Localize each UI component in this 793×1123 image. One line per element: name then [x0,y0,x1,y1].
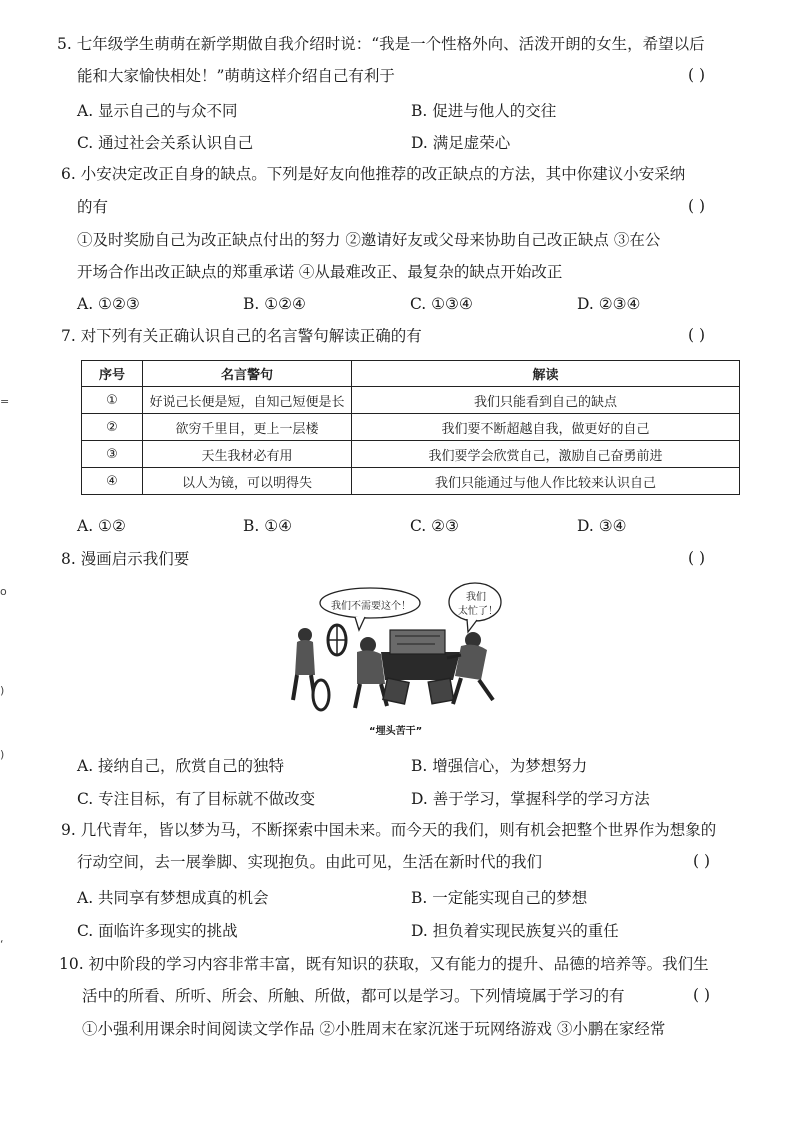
table-header-cell: 序号 [82,361,143,387]
option-a: A. 接纳自己，欣赏自己的独特 [77,757,285,775]
table-cell: 以人为镜，可以明得失 [143,468,352,495]
question-6-items-cont: 开场合作出改正缺点的郑重承诺 ④从最难改正、最复杂的缺点开始改正 [77,263,563,281]
option-b: B. 促进与他人的交往 [411,102,557,120]
option-a: A. ①② [77,517,126,535]
margin-mark: ‘ [0,938,4,951]
quotes-table [81,360,740,495]
option-a: A. 显示自己的与众不同 [77,102,238,120]
speech-bubble-right-line1: 我们 [466,592,486,603]
question-8-stem: 8. 漫画启示我们要 [61,550,190,568]
option-b: B. ①②④ [243,295,306,313]
option-c: C. 面临许多现实的挑战 [77,922,238,940]
option-c: C. ②③ [410,517,459,535]
question-7-stem: 7. 对下列有关正确认识自己的名言警句解读正确的有 [61,327,422,345]
table-header-cell: 名言警句 [143,361,352,387]
option-a: A. ①②③ [77,295,140,313]
option-b: B. ①④ [243,517,293,535]
table-cell: 欲穷千里目，更上一层楼 [143,414,352,441]
question-9-stem: 9. 几代青年，皆以梦为马，不断探索中国未来。而今天的我们，则有机会把整个世界作为想象的 [61,821,717,839]
table-cell: ② [82,414,143,441]
table-cell: 我们要不断超越自我，做更好的自己 [352,414,740,441]
speech-bubble-right-line2: 太忙了！ [458,606,498,617]
table-header-row [82,361,740,387]
question-10-stem: 10. 初中阶段的学习内容非常丰富，既有知识的获取，又有能力的提升、品德的培养等。我们生 [59,955,709,973]
table-row [82,468,740,495]
table-cell: ① [82,387,143,414]
answer-blank: ( ) [688,197,706,215]
table-cell: 好说己长便是短，自知己短便是长 [143,387,352,414]
table-row [82,414,740,441]
speech-bubble-left: 我们不需要这个！ [331,601,411,612]
option-c: C. 通过社会关系认识自己 [77,134,254,152]
table-cell: 我们只能通过与他人作比较来认识自己 [352,468,740,495]
question-5-stem-cont: 能和大家愉快相处！”萌萌这样介绍自己有利于 [77,67,395,85]
question-9-stem-cont: 行动空间，去一展拳脚、实现抱负。由此可见，生活在新时代的我们 [77,853,543,871]
answer-blank: ( ) [693,852,711,870]
table-cell: ③ [82,441,143,468]
margin-mark: o [0,585,7,598]
option-c: C. 专注目标，有了目标就不做改变 [77,790,316,808]
table-cell: 我们要学会欣赏自己，激励自己奋勇前进 [352,441,740,468]
margin-mark: = [0,395,10,408]
option-b: B. 增强信心，为梦想努力 [411,757,588,775]
option-d: D. 满足虚荣心 [411,134,511,152]
option-d: D. 担负着实现民族复兴的重任 [411,922,619,940]
margin-mark: ) [0,684,5,697]
table-row [82,387,740,414]
answer-blank: ( ) [688,326,706,344]
question-6-stem-cont: 的有 [77,198,109,216]
table-header-cell: 解读 [352,361,740,387]
table-cell: ④ [82,468,143,495]
option-b: B. 一定能实现自己的梦想 [411,889,588,907]
answer-blank: ( ) [688,66,706,84]
cartoon-caption: “埋头苦干” [369,726,423,737]
option-a: A. 共同享有梦想成真的机会 [77,889,269,907]
table-row [82,441,740,468]
question-10-stem-cont: 活中的所看、所听、所会、所触、所做，都可以是学习。下列情境属于学习的有 [82,987,625,1005]
table-cell: 天生我材必有用 [143,441,352,468]
question-10-items: ①小强利用课余时间阅读文学作品 ②小胜周末在家沉迷于玩网络游戏 ③小鹏在家经常 [82,1020,666,1038]
margin-mark: ) [0,748,5,761]
answer-blank: ( ) [688,549,706,567]
option-d: D. ③④ [577,517,627,535]
option-c: C. ①③④ [410,295,473,313]
option-d: D. ②③④ [577,295,641,313]
question-6-items: ①及时奖励自己为改正缺点付出的努力 ②邀请好友或父母来协助自己改正缺点 ③在公 [77,231,661,249]
table-cell: 我们只能看到自己的缺点 [352,387,740,414]
question-5-stem: 5. 七年级学生萌萌在新学期做自我介绍时说：“我是一个性格外向、活泼开朗的女生，希望以后 [57,35,705,53]
option-d: D. 善于学习，掌握科学的学习方法 [411,790,650,808]
answer-blank: ( ) [693,986,711,1004]
question-6-stem: 6. 小安决定改正自身的缺点。下列是好友向他推荐的改正缺点的方法，其中你建议小安采纳 [61,165,686,183]
